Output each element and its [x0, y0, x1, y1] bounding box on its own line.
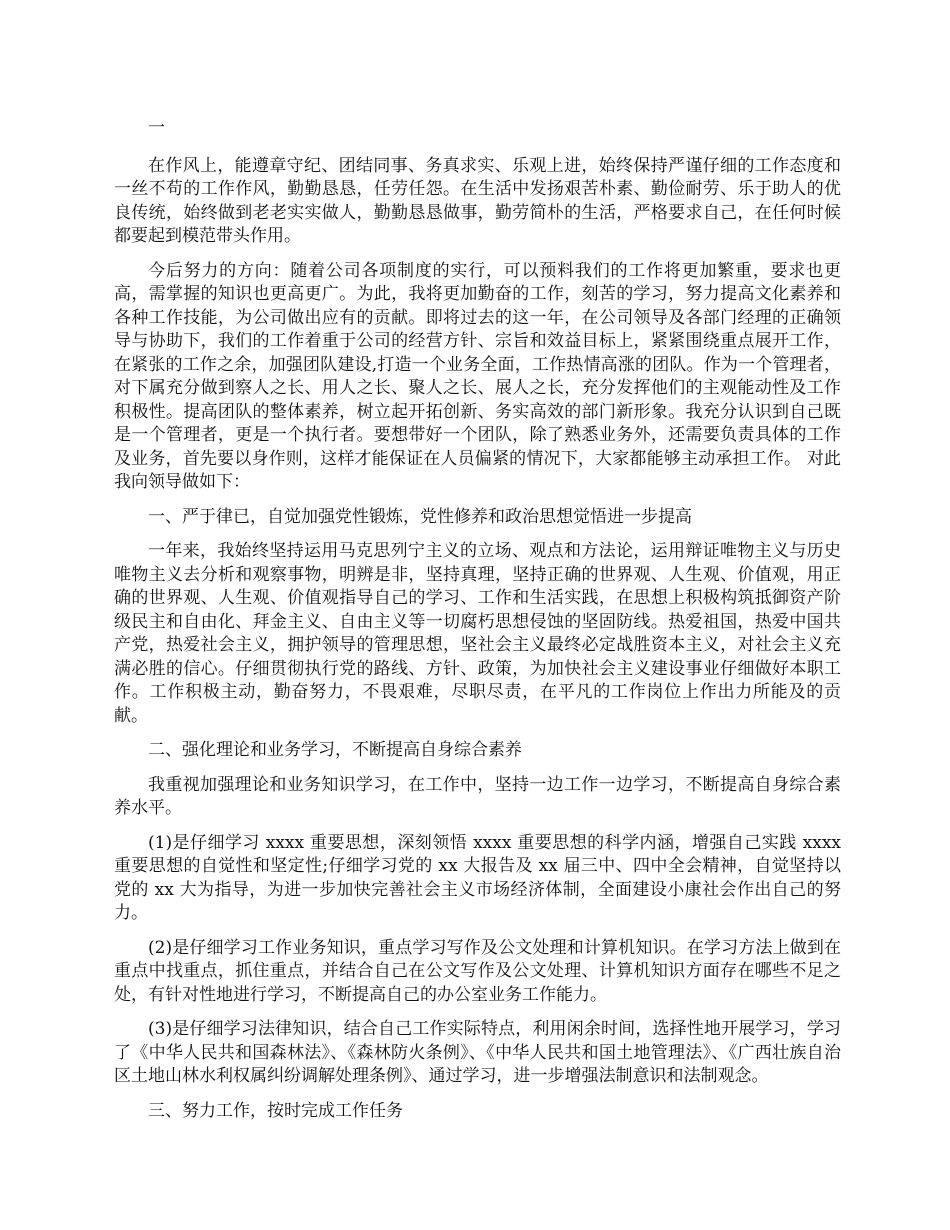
section-heading-3: 三、努力工作，按时完成工作任务	[148, 1100, 403, 1121]
list-item-3: (3)是仔细学习法律知识，结合自己工作实际特点，利用闲余时间，选择性地开展学习，学习了《中华人民共和国森林法》、《森林防火条例》、《中华人民共和国土地管理法》、《广西壮族自治区土地山林水利权属纠纷调解处理条例》、通过学习，进一步增强法制意识和法制观念。	[114, 1019, 841, 1086]
section-heading-2: 二、强化理论和业务学习，不断提高自身综合素养	[148, 740, 522, 760]
paragraph-political-study: 一年来，我始终坚持运用马克思列宁主义的立场、观点和方法论，运用辩证唯物主义与历史唯物主义去分析和观察事物，明辨是非，坚持真理，坚持正确的世界观、人生观、价值观，用正确的世界观、人生观、价值观指导自己的学习、工作和生活实践，在思想上积极构筑抵御资产阶级民主和自由化、拜金主义、自由主义等一切腐朽思想侵蚀的坚固防线。热爱祖国，热爱中国共产党，热爱社会主义，拥护领导的管理思想，坚社会主义最终必定战胜资本主义，对社会主义充满必胜的信心。仔细贯彻执行党的路线、方针、政策，为加快社会主义建设事业仔细做好本职工作。工作积极主动，勤奋努力，不畏艰难，尽职尽责，在平凡的工作岗位上作出力所能及的贡献。	[114, 541, 841, 726]
section-heading-1: 一、严于律已，自觉加强党性锻炼，党性修养和政治思想觉悟进一步提高	[148, 506, 692, 527]
paragraph-work-style: 在作风上，能遵章守纪、团结同事、务真求实、乐观上进，始终保持严谨仔细的工作态度和一丝不苟的工作作风，勤勤恳恳，任劳任怨。在生活中发扬艰苦朴素、勤俭耐劳、乐于助人的优良传统，始终做到老老实实做人，勤勤恳恳做事，勤劳简朴的生活，严格要求自己，在任何时候都要起到模范带头作用。	[114, 155, 841, 246]
paragraph-future-direction: 今后努力的方向：随着公司各项制度的实行，可以预料我们的工作将更加繁重，要求也更高，需掌握的知识也更高更广。为此，我将更加勤奋的工作，刻苦的学习，努力提高文化素养和各种工作技能，为公司做出应有的贡献。即将过去的这一年，在公司领导及各部门经理的正确领导与协助下，我们的工作着重于公司的经营方针、宗旨和效益目标上，紧紧围绕重点展开工作， 在紧张的工作之余，加强团队建设,打造一个业务全面，工作热情高涨的团队。作为一个管理者，对下属充分做到察人之长、用人之长、聚人之长、展人之长，充分发挥他们的主观能动性及工作积极性。提高团队的整体素养，树立起开拓创新、务实高效的部门新形象。我充分认识到自己既是一个管理者，更是一个执行者。要想带好一个团队，除了熟悉业务外，还需要负责具体的工作及业务，首先要以身作则，这样才能保证在人员偏紧的情况下，大家都能够主动承担工作。 对此我向领导做如下：	[114, 260, 841, 492]
paragraph-theory-study: 我重视加强理论和业务知识学习，在工作中，坚持一边工作一边学习，不断提高自身综合素养水平。	[114, 774, 841, 818]
list-item-2: (2)是仔细学习工作业务知识，重点学习写作及公文处理和计算机知识。在学习方法上做到在重点中找重点，抓住重点，并结合自己在公文写作及公文处理、计算机知识方面存在哪些不足之处，有针对性地进行学习，不断提高自己的办公室业务工作能力。	[114, 937, 841, 1005]
lead-mark: 一	[148, 118, 165, 138]
document-page	[114, 117, 841, 1134]
list-item-1: (1)是仔细学习 xxxx 重要思想，深刻领悟 xxxx 重要思想的科学内涵，增强自己实践 xxxx 重要思想的自觉性和坚定性;仔细学习党的 xx 大报告及 xx 届三中、四中全会精神，自觉坚持以党的 xx 大为指导，为进一步加快完善社会主义市场经济体制，全面建设小康社会作出自己的努力。	[114, 832, 841, 923]
